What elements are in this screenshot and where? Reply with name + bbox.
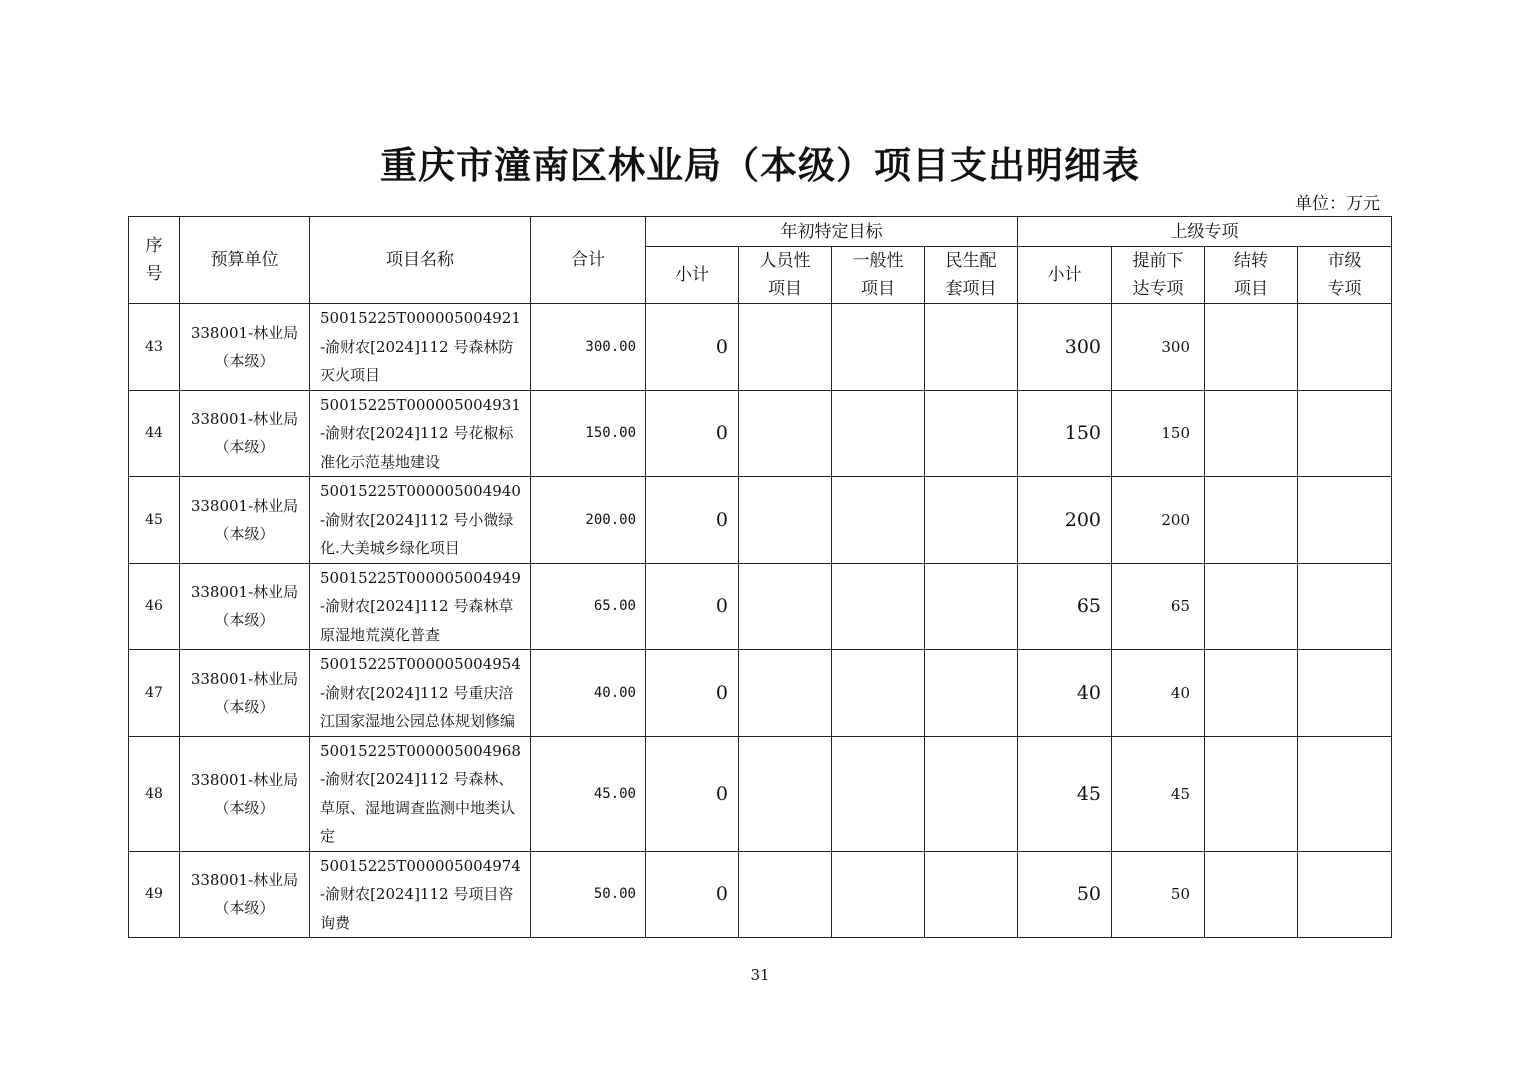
row-budget-unit [180, 851, 310, 938]
row-upper-subtotal: 300 [1018, 304, 1112, 391]
row-personnel [739, 390, 832, 477]
header-advance [1112, 247, 1205, 304]
row-budget-unit-line1: 338001-林业局 [190, 410, 299, 429]
row-budget-unit-line2: （本级） [214, 351, 275, 370]
row-personnel [739, 650, 832, 737]
row-carryover [1205, 390, 1298, 477]
row-general [832, 736, 925, 851]
table-row [129, 650, 1392, 737]
row-personnel [739, 736, 832, 851]
row-carryover [1205, 563, 1298, 650]
row-budget-unit-line1: 338001-林业局 [190, 770, 299, 789]
row-annual-subtotal: 0 [646, 736, 739, 851]
header-city-line2: 专项 [1327, 279, 1362, 299]
row-advance: 150 [1112, 390, 1205, 477]
header-livelihood-line2: 套项目 [945, 279, 997, 299]
row-seq: 43 [129, 304, 180, 391]
row-project-name: 50015225T000005004931-渝财农[2024]112 号花椒标准化示范基地建设 [310, 390, 531, 477]
header-livelihood [925, 247, 1018, 304]
row-livelihood [925, 736, 1018, 851]
row-livelihood [925, 390, 1018, 477]
row-seq: 46 [129, 563, 180, 650]
row-livelihood [925, 477, 1018, 564]
page-number: 31 [750, 966, 770, 984]
table-row [129, 563, 1392, 650]
row-city [1298, 304, 1392, 391]
row-budget-unit-line1: 338001-林业局 [190, 583, 299, 602]
header-carryover [1205, 247, 1298, 304]
row-project-name: 50015225T000005004921-渝财农[2024]112 号森林防灭火项目 [310, 304, 531, 391]
row-budget-unit-line2: （本级） [214, 438, 275, 457]
row-annual-subtotal: 0 [646, 304, 739, 391]
row-annual-subtotal: 0 [646, 650, 739, 737]
row-carryover [1205, 736, 1298, 851]
row-project-name: 50015225T000005004974-渝财农[2024]112 号项目咨询费 [310, 851, 531, 938]
header-upper-subtotal: 小计 [1018, 247, 1112, 304]
row-advance: 45 [1112, 736, 1205, 851]
row-seq: 44 [129, 390, 180, 477]
row-personnel [739, 477, 832, 564]
row-city [1298, 563, 1392, 650]
header-group-upper: 上级专项 [1018, 217, 1392, 247]
header-personnel-line2: 项目 [768, 279, 802, 299]
table-row [129, 304, 1392, 391]
header-personnel [739, 247, 832, 304]
table-row [129, 736, 1392, 851]
row-livelihood [925, 851, 1018, 938]
table-row [129, 390, 1392, 477]
row-general [832, 477, 925, 564]
row-seq: 45 [129, 477, 180, 564]
row-upper-subtotal: 200 [1018, 477, 1112, 564]
row-annual-subtotal: 0 [646, 390, 739, 477]
header-carryover-line1: 结转 [1234, 251, 1268, 271]
row-upper-subtotal: 40 [1018, 650, 1112, 737]
row-city [1298, 390, 1392, 477]
row-seq: 47 [129, 650, 180, 737]
header-seq-line2: 号 [145, 264, 163, 284]
row-general [832, 563, 925, 650]
header-general [832, 247, 925, 304]
row-project-name: 50015225T000005004954-渝财农[2024]112 号重庆涪江国家湿地公园总体规划修编 [310, 650, 531, 737]
header-seq [129, 217, 180, 304]
row-budget-unit-line1: 338001-林业局 [190, 323, 299, 342]
row-advance: 300 [1112, 304, 1205, 391]
row-advance: 40 [1112, 650, 1205, 737]
header-general-line1: 一般性 [852, 251, 904, 271]
header-annual-subtotal: 小计 [646, 247, 739, 304]
header-budget-unit: 预算单位 [180, 217, 310, 304]
header-personnel-line1: 人员性 [759, 251, 811, 271]
row-budget-unit-line2: （本级） [214, 798, 275, 817]
row-seq: 48 [129, 736, 180, 851]
header-advance-line1: 提前下 [1132, 251, 1184, 271]
row-budget-unit-line2: （本级） [214, 524, 275, 543]
row-carryover [1205, 851, 1298, 938]
row-total: 50.00 [531, 851, 646, 938]
row-project-name: 50015225T000005004949-渝财农[2024]112 号森林草原湿地荒漠化普查 [310, 563, 531, 650]
header-city [1298, 247, 1392, 304]
row-general [832, 304, 925, 391]
row-budget-unit [180, 390, 310, 477]
row-carryover [1205, 477, 1298, 564]
row-livelihood [925, 563, 1018, 650]
header-general-line2: 项目 [861, 279, 895, 299]
row-upper-subtotal: 150 [1018, 390, 1112, 477]
row-project-name: 50015225T000005004968-渝财农[2024]112 号森林、草原、湿地调查监测中地类认定 [310, 736, 531, 851]
row-budget-unit-line2: （本级） [214, 697, 275, 716]
row-upper-subtotal: 50 [1018, 851, 1112, 938]
row-personnel [739, 851, 832, 938]
row-total: 40.00 [531, 650, 646, 737]
header-project-name: 项目名称 [310, 217, 531, 304]
row-budget-unit [180, 736, 310, 851]
row-general [832, 390, 925, 477]
row-carryover [1205, 650, 1298, 737]
row-total: 150.00 [531, 390, 646, 477]
row-carryover [1205, 304, 1298, 391]
row-total: 45.00 [531, 736, 646, 851]
row-general [832, 851, 925, 938]
row-budget-unit-line1: 338001-林业局 [190, 871, 299, 890]
table-row [129, 851, 1392, 938]
row-city [1298, 736, 1392, 851]
row-annual-subtotal: 0 [646, 563, 739, 650]
row-budget-unit [180, 650, 310, 737]
table-row [129, 477, 1392, 564]
row-budget-unit-line2: （本级） [214, 611, 275, 630]
header-group-annual: 年初特定目标 [646, 217, 1018, 247]
unit-label: 单位：万元 [1295, 194, 1380, 214]
row-seq: 49 [129, 851, 180, 938]
expenditure-table [128, 216, 1392, 938]
row-city [1298, 851, 1392, 938]
row-total: 300.00 [531, 304, 646, 391]
row-general [832, 650, 925, 737]
row-annual-subtotal: 0 [646, 851, 739, 938]
row-livelihood [925, 304, 1018, 391]
row-budget-unit [180, 477, 310, 564]
row-budget-unit-line1: 338001-林业局 [190, 669, 299, 688]
row-budget-unit-line1: 338001-林业局 [190, 496, 299, 515]
header-total: 合计 [531, 217, 646, 304]
header-advance-line2: 达专项 [1132, 279, 1184, 299]
row-total: 200.00 [531, 477, 646, 564]
header-livelihood-line1: 民生配 [945, 251, 997, 271]
row-upper-subtotal: 65 [1018, 563, 1112, 650]
row-total: 65.00 [531, 563, 646, 650]
row-upper-subtotal: 45 [1018, 736, 1112, 851]
row-personnel [739, 304, 832, 391]
table-body [129, 304, 1392, 938]
header-seq-line1: 序 [145, 236, 163, 256]
row-city [1298, 650, 1392, 737]
row-advance: 50 [1112, 851, 1205, 938]
header-carryover-line2: 项目 [1234, 279, 1268, 299]
row-budget-unit [180, 563, 310, 650]
header-city-line1: 市级 [1327, 251, 1362, 271]
row-budget-unit-line2: （本级） [214, 899, 275, 918]
row-personnel [739, 563, 832, 650]
row-advance: 200 [1112, 477, 1205, 564]
document-title: 重庆市潼南区林业局（本级）项目支出明细表 [380, 143, 1140, 187]
row-budget-unit [180, 304, 310, 391]
row-livelihood [925, 650, 1018, 737]
row-city [1298, 477, 1392, 564]
row-advance: 65 [1112, 563, 1205, 650]
row-project-name: 50015225T000005004940-渝财农[2024]112 号小微绿化.大美城乡绿化项目 [310, 477, 531, 564]
row-annual-subtotal: 0 [646, 477, 739, 564]
